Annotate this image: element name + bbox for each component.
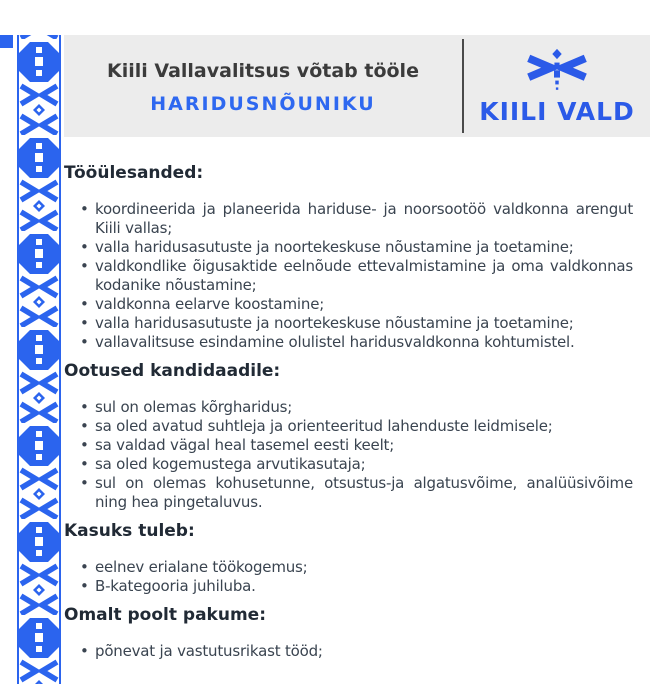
list-item: • valla haridusasutuste ja noortekeskuse nõustamine ja toetamine; (95, 238, 633, 257)
section-pakume (64, 605, 633, 661)
logo-text: KIILI VALD (479, 96, 635, 126)
dragonfly-icon (521, 47, 593, 97)
list-item: • vallavalitsuse esindamine olulistel haridusvaldkonna kohtumistel. (95, 333, 633, 352)
job-ad-page (0, 35, 650, 684)
list-item: • B-kategooria juhiluba. (95, 577, 633, 596)
list-item: • valla haridusasutuste ja noortekeskuse nõustamine ja toetamine; (95, 314, 633, 333)
task-list (64, 200, 633, 352)
position-title: HARIDUSNÕUNIKU (150, 92, 376, 115)
folk-pattern-svg (17, 35, 61, 684)
offer-list (64, 642, 633, 661)
title-block (64, 58, 462, 115)
list-item: • sa oled avatud suhtleja ja orienteeritud lahenduste leidmisele; (95, 417, 633, 436)
section-heading: Tööülesanded: (64, 163, 204, 183)
section-tooulesanded (64, 163, 633, 352)
list-item: • valdkonna eelarve koostamine; (95, 295, 633, 314)
expectations-list (64, 398, 633, 512)
folk-pattern-border (17, 35, 61, 684)
section-kasuks (64, 521, 633, 596)
list-item: • sa oled kogemustega arvutikasutaja; (95, 455, 633, 474)
header-band (64, 35, 650, 137)
list-item: • põnevat ja vastutusrikast tööd; (95, 642, 633, 661)
section-ootused (64, 361, 633, 512)
ad-body (64, 163, 650, 661)
main-column (64, 35, 650, 661)
section-heading: Ootused kandidaadile: (64, 361, 281, 381)
kiili-vald-logo (464, 47, 650, 126)
advantages-list (64, 558, 633, 596)
list-item: • sa valdad vägal heal tasemel eesti keelt; (95, 436, 633, 455)
list-item: • valdkondlike õigusaktide eelnõude ettevalmistamine ja oma valdkonnas kodanike nõustamine; (95, 257, 633, 295)
list-item: • sul on olemas kõrgharidus; (95, 398, 633, 417)
section-heading: Omalt poolt pakume: (64, 605, 266, 625)
list-item: • koordineerida ja planeerida hariduse- ja noorsootöö valdkonna arengut Kiili vallas; (95, 200, 633, 238)
corner-accent-square (0, 35, 13, 48)
section-heading: Kasuks tuleb: (64, 521, 195, 541)
list-item: • sul on olemas kohusetunne, otsustus-ja algatusvõime, analüüsivõime ning hea pingetaluvus. (95, 474, 633, 512)
list-item: • eelnev erialane töökogemus; (95, 558, 633, 577)
ad-title: Kiili Vallavalitsus võtab tööle (107, 59, 419, 82)
